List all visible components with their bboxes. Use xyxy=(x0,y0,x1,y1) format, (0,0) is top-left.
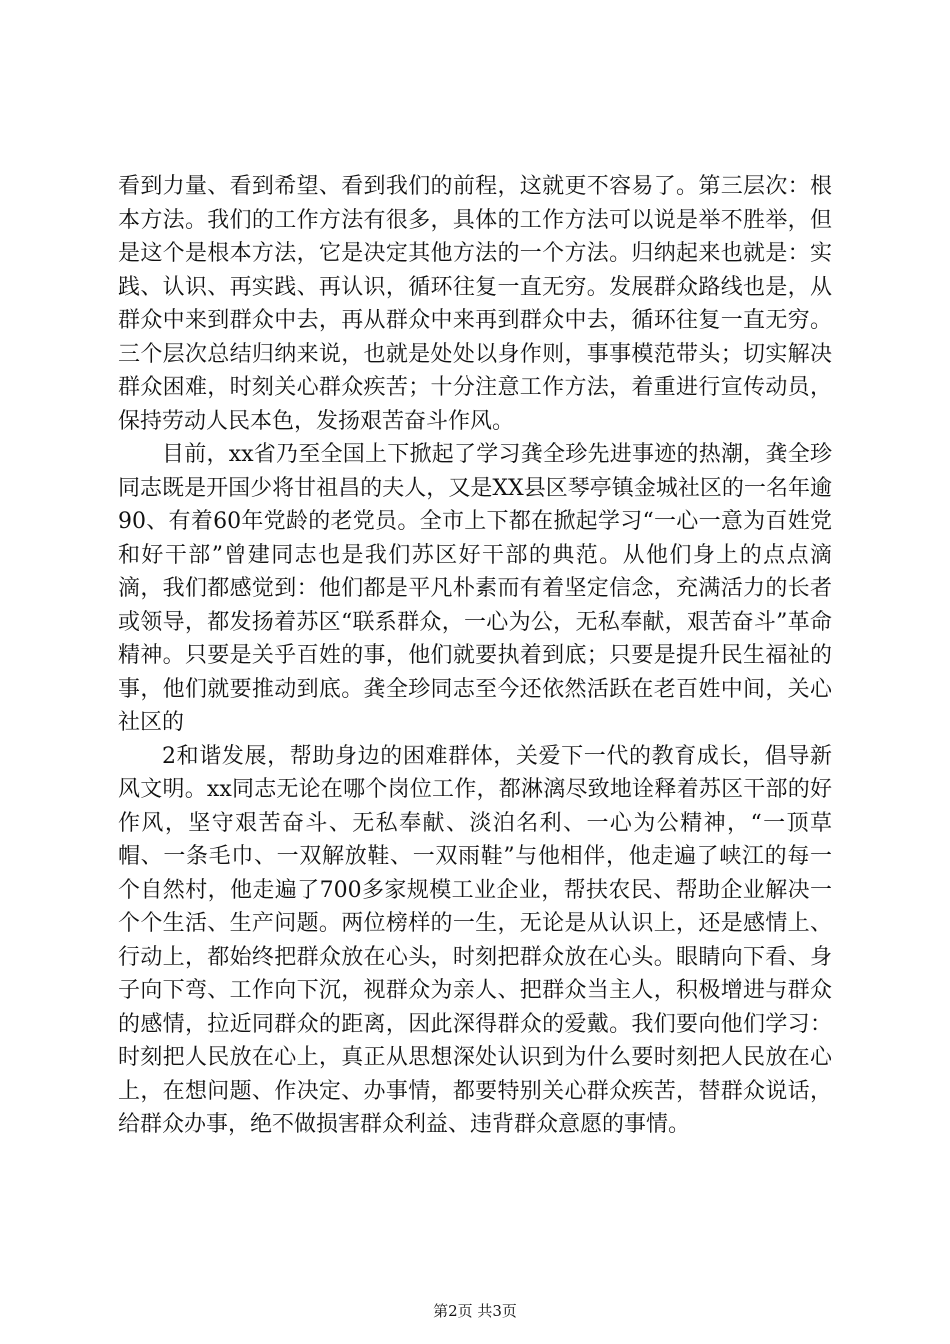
paragraph-2: 目前，xx省乃至全国上下掀起了学习龚全珍先进事迹的热潮，龚全珍同志既是开国少将甘祖昌的夫人，又是XX县区琴亭镇金城社区的一名年逾90、有着60年党龄的老党员。全市上下都在掀起学习“一心一意为百姓党和好干部”曾建同志也是我们苏区好干部的典范。从他们身上的点点滴滴，我们都感觉到：他们都是平凡朴素而有着坚定信念，充满活力的长者或领导，都发扬着苏区“联系群众，一心为公，无私奉献，艰苦奋斗”革命精神。只要是关乎百姓的事，他们就要执着到底；只要是提升民生福祉的事，他们就要推动到底。龚全珍同志至今还依然活跃在老百姓中间，关心社区的 xyxy=(118,442,832,735)
paragraph-1: 看到力量、看到希望、看到我们的前程，这就更不容易了。第三层次：根本方法。我们的工作方法有很多，具体的工作方法可以说是举不胜举，但是这个是根本方法，它是决定其他方法的一个方法。归纳起来也就是：实践、认识、再实践、再认识，循环往复一直无穷。发展群众路线也是，从群众中来到群众中去，再从群众中来再到群众中去，循环往复一直无穷。三个层次总结归纳来说，也就是处处以身作则，事事模范带头；切实解决群众困难，时刻关心群众疾苦；十分注意工作方法，着重进行宣传动员，保持劳动人民本色，发扬艰苦奋斗作风。 xyxy=(118,174,832,434)
page-number-footer: 第2页 共3页 xyxy=(433,1302,517,1320)
paragraph-3: 2和谐发展，帮助身边的困难群体，关爱下一代的教育成长，倡导新风文明。xx同志无论在哪个岗位工作，都淋漓尽致地诠释着苏区干部的好作风，坚守艰苦奋斗、无私奉献、淡泊名利、一心为公精神，“一顶草帽、一条毛巾、一双解放鞋、一双雨鞋”与他相伴，他走遍了峡江的每一个自然村，他走遍了700多家规模工业企业，帮扶农民、帮助企业解决一个个生活、生产问题。两位榜样的一生，无论是从认识上，还是感情上、行动上，都始终把群众放在心头，时刻把群众放在心头。眼睛向下看、身子向下弯、工作向下沉，视群众为亲人、把群众当主人，积极增进与群众的感情，拉近同群众的距离，因此深得群众的爱戴。我们要向他们学习：时刻把人民放在心上，真正从思想深处认识到为什么要时刻把人民放在心上，在想问题、作决定、办事情，都要特别关心群众疾苦，替群众说话，给群众办事，绝不做损害群众利益、违背群众意愿的事情。 xyxy=(118,743,832,1137)
document-body xyxy=(118,170,832,1142)
